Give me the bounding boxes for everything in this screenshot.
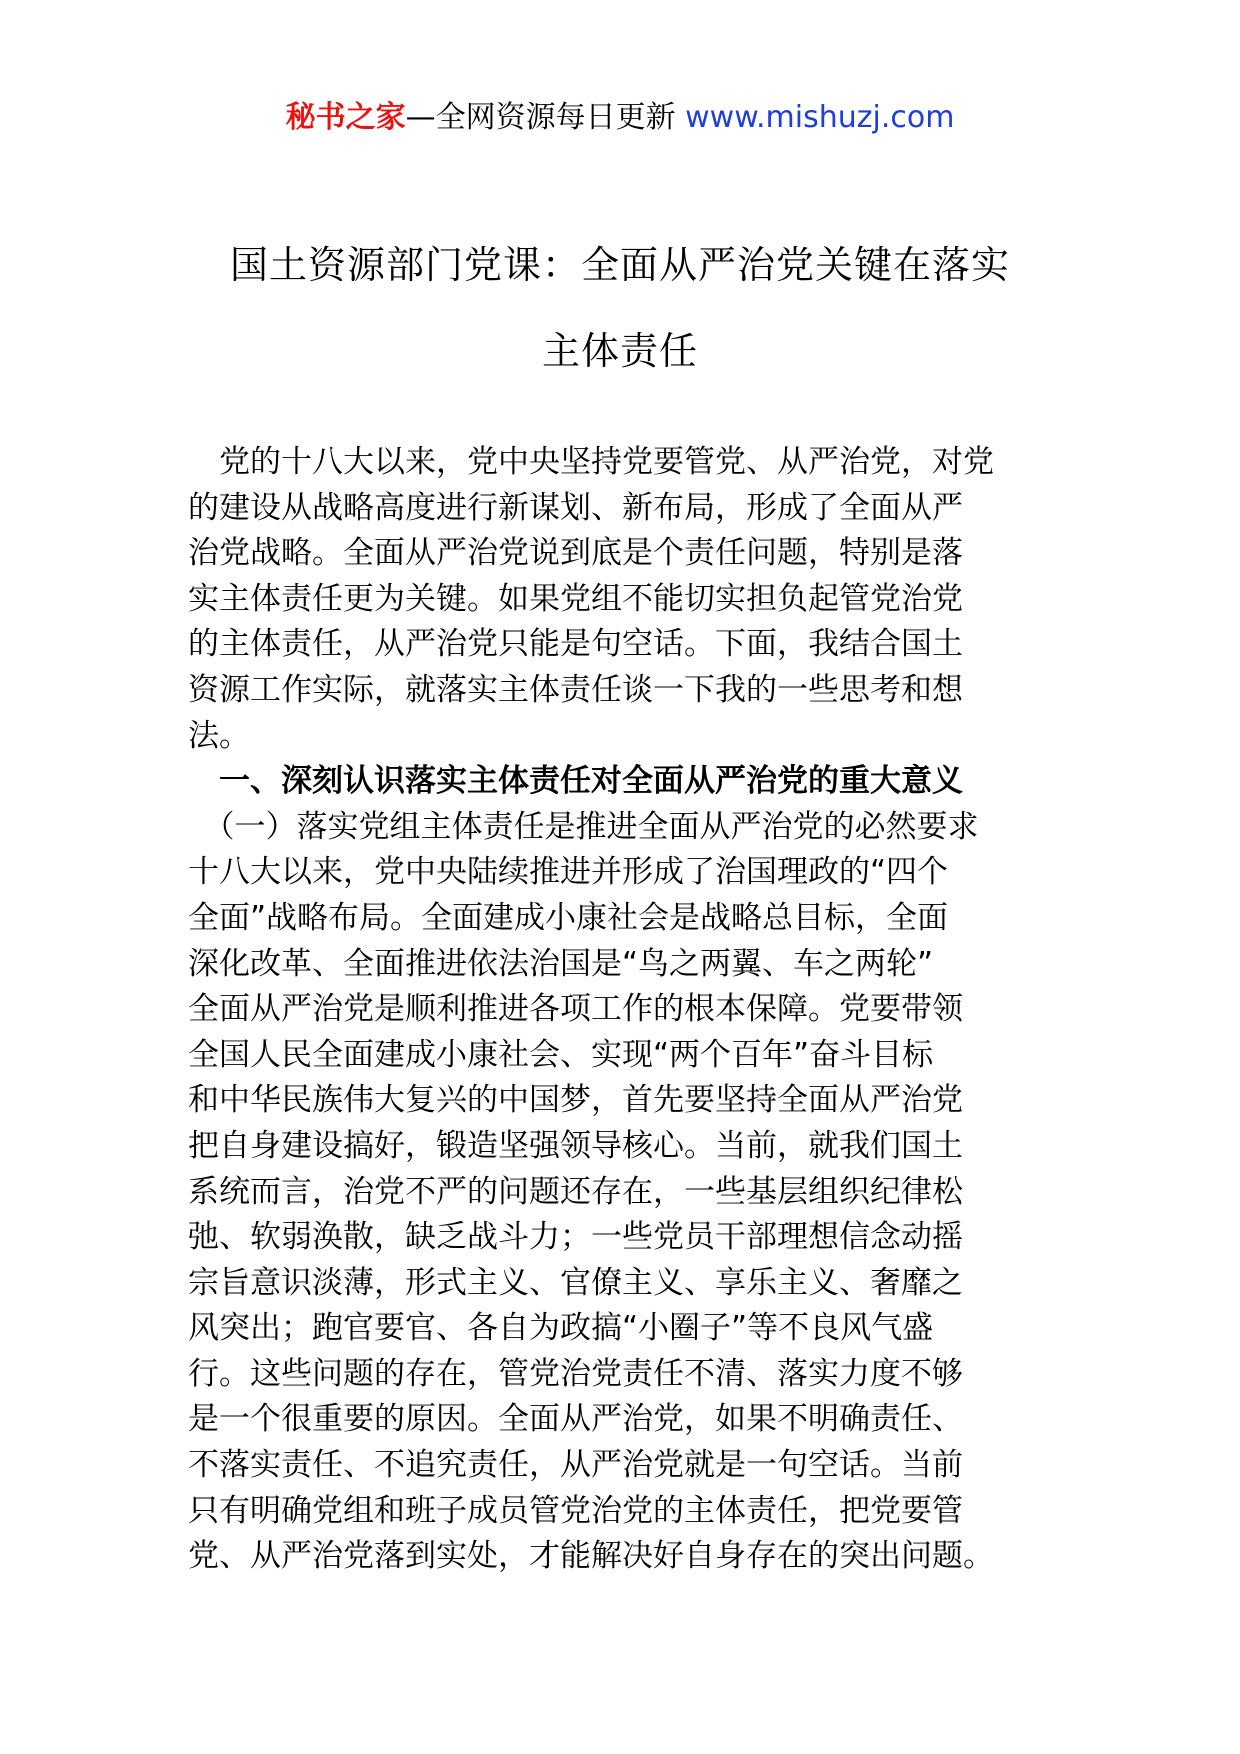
body-line: 宗旨意识淡薄，形式主义、官僚主义、享乐主义、奢靡之 xyxy=(188,1264,963,1301)
body-line: 深化改革、全面推进依法治国是“鸟之两翼、车之两轮” xyxy=(188,945,934,982)
body-line: 和中华民族伟大复兴的中国梦，首先要坚持全面从严治党 xyxy=(188,1082,963,1119)
body-line: 系统而言，治党不严的问题还存在，一些基层组织纪律松 xyxy=(188,1173,963,1210)
body-line: 全面从严治党是顺利推进各项工作的根本保障。党要带领 xyxy=(188,991,963,1028)
body-line: 风突出；跑官要官、各自为政搞“小圈子”等不良风气盛 xyxy=(188,1310,934,1347)
document-title-line-1: 国土资源部门党课：全面从严治党关键在落实 xyxy=(229,243,1010,287)
body-line: 法。 xyxy=(188,717,250,754)
brand-name: 秘书之家 xyxy=(285,100,406,135)
body-line: 十八大以来，党中央陆续推进并形成了治国理政的“四个 xyxy=(188,854,949,891)
body-line: 治党战略。全面从严治党说到底是个责任问题，特别是落 xyxy=(188,535,963,572)
website-link[interactable]: www.mishuzj.com xyxy=(685,100,955,135)
body-line: 是一个很重要的原因。全面从严治党，如果不明确责任、 xyxy=(188,1401,963,1438)
body-line: 的主体责任，从严治党只能是句空话。下面，我结合国土 xyxy=(188,626,963,663)
body-line: 把自身建设搞好，锻造坚强领导核心。当前，就我们国土 xyxy=(188,1127,963,1164)
subsection-heading: （一）落实党组主体责任是推进全面从严治党的必然要求 xyxy=(188,808,979,845)
body-line: 行。这些问题的存在，管党治党责任不清、落实力度不够 xyxy=(188,1355,963,1392)
header-tagline: —全网资源每日更新 xyxy=(405,100,686,135)
document-body xyxy=(188,440,1058,1580)
body-line: 资源工作实际，就落实主体责任谈一下我的一些思考和想 xyxy=(188,671,963,708)
body-line: 党、从严治党落到实处，才能解决好自身存在的突出问题。 xyxy=(188,1538,994,1575)
body-line: 党的十八大以来，党中央坚持党要管党、从严治党，对党 xyxy=(188,444,994,480)
body-line: 全国人民全面建成小康社会、实现“两个百年”奋斗目标 xyxy=(188,1036,934,1073)
body-line: 全面”战略布局。全面建成小康社会是战略总目标，全面 xyxy=(188,899,949,936)
body-line: 弛、软弱涣散，缺乏战斗力；一些党员干部理想信念动摇 xyxy=(188,1219,963,1256)
body-line: 只有明确党组和班子成员管党治党的主体责任，把党要管 xyxy=(188,1492,963,1529)
section-heading: 一、深刻认识落实主体责任对全面从严治党的重大意义 xyxy=(188,763,963,800)
body-line: 实主体责任更为关键。如果党组不能切实担负起管党治党 xyxy=(188,580,963,617)
site-header xyxy=(0,98,1240,138)
body-line: 的建设从战略高度进行新谋划、新布局，形成了全面从严 xyxy=(188,489,963,526)
document-title-line-2: 主体责任 xyxy=(541,329,698,373)
body-line: 不落实责任、不追究责任，从严治党就是一句空话。当前 xyxy=(188,1447,963,1484)
